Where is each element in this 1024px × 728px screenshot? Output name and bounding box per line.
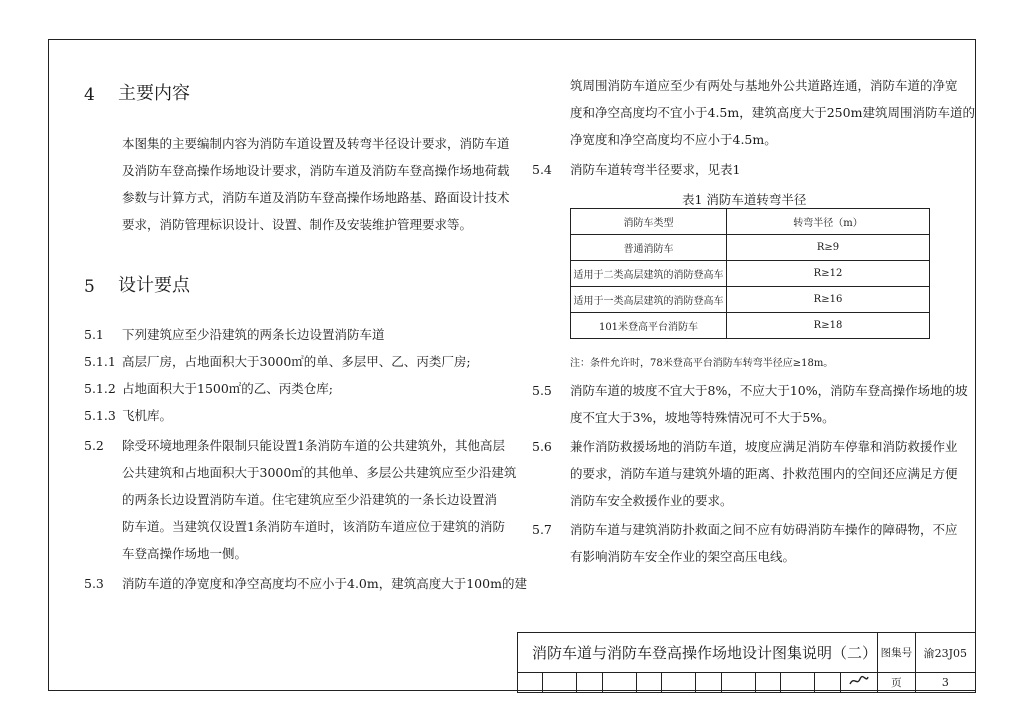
- atlas-number: 渝23J05: [915, 633, 975, 673]
- item-text: 消防车道转弯半径要求，见表1: [570, 162, 741, 177]
- table-cell: 适用于一类高层建筑的消防登高车: [571, 287, 727, 313]
- page-number: 3: [915, 673, 975, 693]
- item-text: 消防车道与建筑消防扑救面之间不应有妨碍消防车操作的障碍物，不应: [570, 522, 958, 537]
- signature-cell: [815, 673, 840, 693]
- item-number: 5.2: [84, 438, 104, 453]
- signature-cell: [602, 673, 636, 693]
- table-cell: R≥12: [727, 261, 930, 287]
- item-text: 的要求，消防车道与建筑外墙的距离、扑救范围内的空间还应满足方便: [570, 466, 958, 481]
- page-label: 页: [878, 673, 916, 693]
- table-row: [571, 313, 930, 339]
- item-number: 5.3: [84, 576, 104, 591]
- signature-cell: [636, 673, 661, 693]
- item-text: 除受环境地理条件限制只能设置1条消防车道的公共建筑外，其他高层: [122, 438, 505, 453]
- table-cell: R≥9: [727, 235, 930, 261]
- item-number: 5.1.1: [84, 354, 116, 369]
- table-cell: 101米登高平台消防车: [571, 313, 727, 339]
- table-cell: 普通消防车: [571, 235, 727, 261]
- atlas-number-label: 图集号: [878, 633, 916, 673]
- table-row: [571, 261, 930, 287]
- item-text: 消防车安全救援作业的要求。: [570, 493, 733, 508]
- item-text: 防车道。当建筑仅设置1条消防车道时，该消防车道应位于建筑的消防: [122, 519, 505, 534]
- signature-cell: [662, 673, 696, 693]
- item-number: 5.7: [532, 522, 552, 537]
- section-5-title: 设计要点: [118, 275, 190, 296]
- item-text: 兼作消防救援场地的消防车道，坡度应满足消防车停靠和消防救援作业: [570, 439, 958, 454]
- table-cell: R≥16: [727, 287, 930, 313]
- item-number: 5.1.2: [84, 381, 116, 396]
- table-cell: R≥18: [727, 313, 930, 339]
- item-text: 有影响消防车安全作业的架空高压电线。: [570, 549, 796, 564]
- item-number: 5.5: [532, 383, 552, 398]
- section-4-line: 及消防车登高操作场地设计要求，消防车道及消防车登高操作场地荷载: [122, 163, 510, 178]
- item-text: 飞机库。: [122, 408, 173, 423]
- item-text: 下列建筑应至少沿建筑的两条长边设置消防车道: [122, 327, 385, 342]
- item-text: 的两条长边设置消防车道。住宅建筑应至少沿建筑的一条长边设置消: [122, 492, 498, 507]
- item-text: 筑周围消防车道应至少有两处与基地外公共道路连通，消防车道的净宽: [570, 78, 958, 93]
- title-block: [517, 632, 976, 693]
- table-caption: 表1 消防车道转弯半径: [682, 192, 807, 207]
- item-text: 消防车道的坡度不宜大于8%，不应大于10%，消防车登高操作场地的坡: [570, 383, 968, 398]
- signature-scribble: [848, 674, 870, 688]
- item-text: 公共建筑和占地面积大于3000㎡的其他单、多层公共建筑应至少沿建筑: [122, 465, 517, 480]
- drawing-title: 消防车道与消防车登高操作场地设计图集说明（二）: [518, 633, 878, 673]
- signature-cell: [696, 673, 721, 693]
- section-4-line: 本图集的主要编制内容为消防车道设置及转弯半径设计要求，消防车道: [122, 136, 510, 151]
- item-text: 度不宜大于3%，坡地等特殊情况可不大于5%。: [570, 410, 835, 425]
- item-text: 度和净空高度均不宜小于4.5m，建筑高度大于250m建筑周围消防车道的: [570, 105, 975, 120]
- item-text: 占地面积大于1500㎡的乙、丙类仓库;: [122, 381, 334, 396]
- table-header: 转弯半径（m）: [727, 209, 930, 235]
- table-cell: 适用于二类高层建筑的消防登高车: [571, 261, 727, 287]
- section-4-line: 参数与计算方式，消防车道及消防车登高操作场地路基、路面设计技术: [122, 190, 510, 205]
- table-header-row: [571, 209, 930, 235]
- item-text: 净宽度和净空高度均不应小于4.5m。: [570, 132, 777, 147]
- signature-mark: [840, 673, 878, 693]
- section-4-title: 主要内容: [118, 83, 190, 104]
- table-row: [571, 287, 930, 313]
- signature-cell: [577, 673, 602, 693]
- section-4-number: 4: [84, 85, 95, 105]
- signature-cell: [781, 673, 815, 693]
- table-row: [571, 235, 930, 261]
- signature-cell: [755, 673, 780, 693]
- section-5-number: 5: [84, 277, 95, 297]
- signature-cell: [518, 673, 543, 693]
- signature-cell: [543, 673, 577, 693]
- item-number: 5.1: [84, 327, 104, 342]
- turning-radius-table: [570, 208, 930, 339]
- item-number: 5.6: [532, 439, 552, 454]
- section-4-line: 要求，消防管理标识设计、设置、制作及安装维护管理要求等。: [122, 217, 473, 232]
- table-note: 注：条件允许时，78米登高平台消防车转弯半径应≥18m。: [570, 358, 834, 369]
- item-number: 5.4: [532, 162, 552, 177]
- item-text: 高层厂房，占地面积大于3000㎡的单、多层甲、乙、丙类厂房;: [122, 354, 471, 369]
- item-text: 车登高操作场地一侧。: [122, 546, 248, 561]
- item-text: 消防车道的净宽度和净空高度均不应小于4.0m，建筑高度大于100m的建: [122, 576, 527, 591]
- item-number: 5.1.3: [84, 408, 116, 423]
- table-header: 消防车类型: [571, 209, 727, 235]
- signature-cell: [721, 673, 755, 693]
